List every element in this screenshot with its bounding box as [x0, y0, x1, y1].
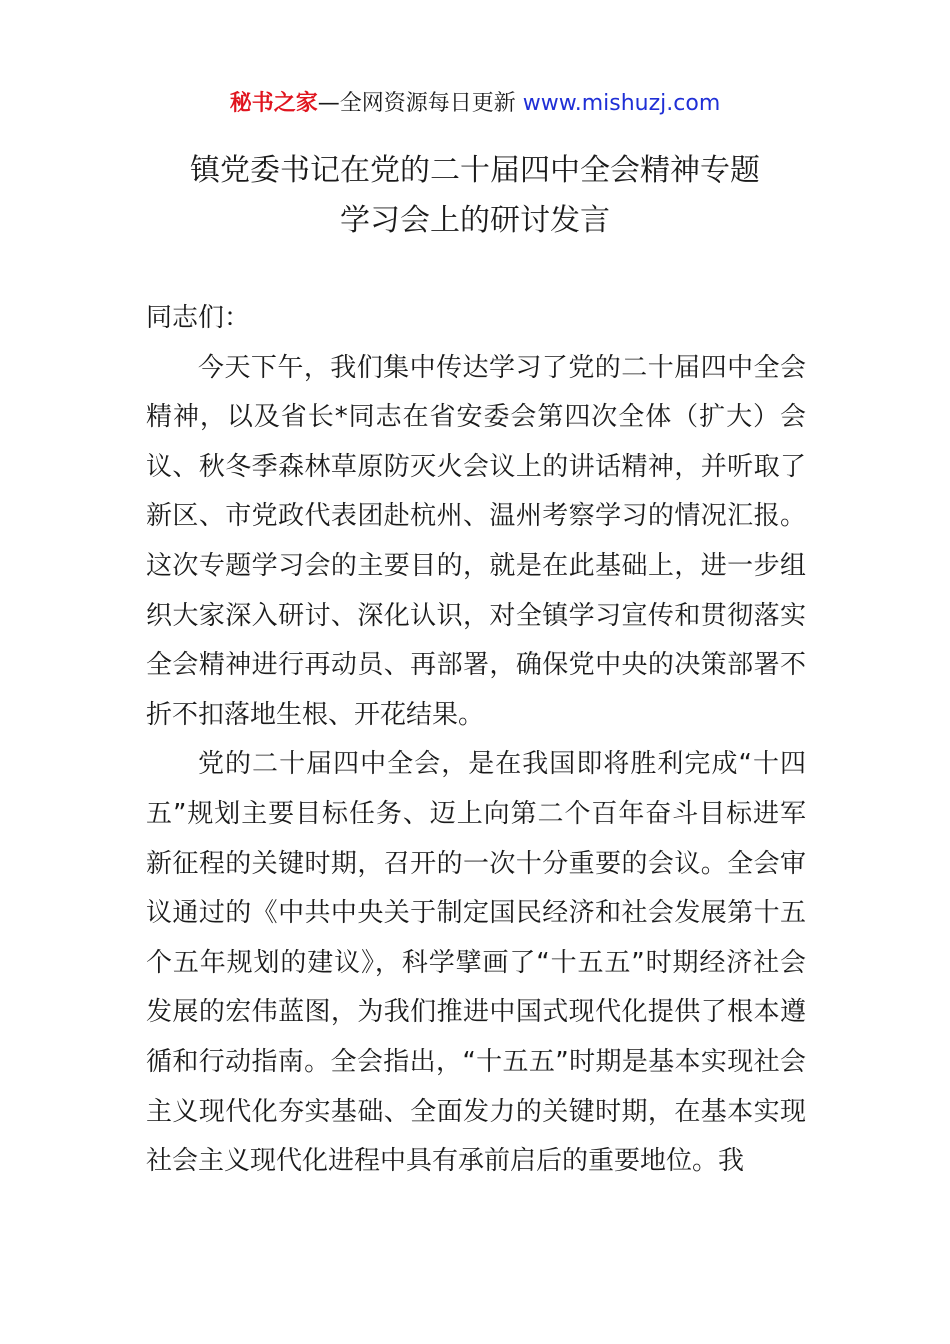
salutation: 同志们：: [146, 303, 251, 333]
brand-name: 秘书之家: [229, 91, 318, 116]
site-url-link[interactable]: www.mishuzj.com: [522, 91, 721, 116]
document-title: [0, 146, 950, 246]
header-tagline: —全网资源每日更新: [317, 91, 523, 116]
document-body: [146, 294, 806, 1187]
paragraph-2: 党的二十届四中全会，是在我国即将胜利完成“十四五”规划主要目标任务、迈上向第二个百年奋斗目标进军新征程的关键时期，召开的一次十分重要的会议。全会审议通过的《中共中央关于制定国民经济和社会发展第十五个五年规划的建议》，科学擘画了“十五五”时期经济社会发展的宏伟蓝图，为我们推进中国式现代化提供了根本遵循和行动指南。全会指出，“十五五”时期是基本实现社会主义现代化夯实基础、全面发力的关键时期，在基本实现社会主义现代化进程中具有承前启后的重要地位。我: [146, 749, 806, 1177]
title-line-1: 镇党委书记在党的二十届四中全会精神专题: [190, 153, 760, 188]
paragraph-1: 今天下午，我们集中传达学习了党的二十届四中全会精神，以及省长*同志在省安委会第四次全体（扩大）会议、秋冬季森林草原防灭火会议上的讲话精神，并听取了新区、市党政代表团赴杭州、温州考察学习的情况汇报。这次专题学习会的主要目的，就是在此基础上，进一步组织大家深入研讨、深化认识，对全镇学习宣传和贯彻落实全会精神进行再动员、再部署，确保党中央的决策部署不折不扣落地生根、开花结果。: [146, 352, 806, 730]
site-header: [0, 88, 950, 120]
title-line-2: 学习会上的研讨发言: [340, 203, 610, 238]
